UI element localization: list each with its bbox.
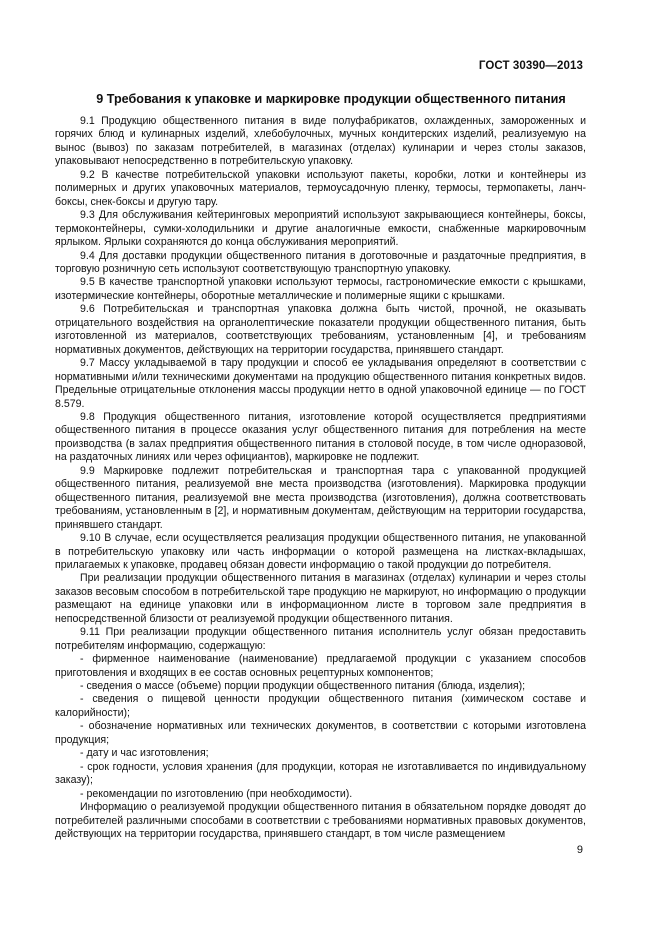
list-item: - фирменное наименование (наименование) предлагаемой продукции с указанием способов приготовления и входящих в ее состав основных рецептурных компонентов; xyxy=(55,653,586,679)
paragraph-9-5: 9.5 В качестве транспортной упаковки используют термосы, гастрономические емкости с крышками, изотермические контейнеры, оборотные металлические и полимерные ящики с крышками. xyxy=(55,276,586,302)
paragraph-9-2: 9.2 В качестве потребительской упаковки используют пакеты, коробки, лотки и контейнеры из полимерных и других упаковочных материалов, термоусадочную пленку, термосы, термопакеты, ланч-боксы, снек-боксы и другую тару. xyxy=(55,168,586,208)
paragraph-9-4: 9.4 Для доставки продукции общественного питания в доготовочные и раздаточные предприятия, в торговую розничную сеть используют соответствующую транспортную упаковку. xyxy=(55,249,586,275)
paragraph-9-10-continued: При реализации продукции общественного питания в магазинах (отделах) кулинарии и через столы заказов весовым способом в потребительской таре продукцию не маркируют, но информацию о продукции размещают на единице упаковки или в информационном листе в торговом зале предприятия в непосредственной близости от реализуемой продукции общественного питания. xyxy=(55,572,586,625)
document-code-header: ГОСТ 30390—2013 xyxy=(478,60,583,72)
list-item: - рекомендации по изготовлению (при необходимости). xyxy=(80,787,353,800)
paragraph-9-6: 9.6 Потребительская и транспортная упаковка должна быть чистой, прочной, не оказывать отрицательного воздействия на органолептические показатели продукции общественного питания, быть изготовленной из материалов, соответствующих требованиям, установленным [4], и требованиям нормативных документов, действующих на территории государства, принявшего стандарт. xyxy=(55,303,586,356)
paragraph-9-3: 9.3 Для обслуживания кейтеринговых мероприятий используют закрывающиеся контейнеры, боксы, термоконтейнеры, сумки-холодильники и другие аналогичные емкости, снабженные маркировочным ярлыком. Ярлыки сохраняются до конца обслуживания мероприятий. xyxy=(55,209,586,249)
section-title: 9 Требования к упаковке и маркировке продукции общественного питания xyxy=(96,92,566,106)
list-item: - сведения о массе (объеме) порции продукции общественного питания (блюда, изделия); xyxy=(80,680,526,693)
paragraph-9-8: 9.8 Продукция общественного питания, изготовление которой осуществляется предприятиями общественного питания в процессе оказания услуг общественного питания для потребления на месте производства (в залах предприятия общественного питания в столовой посуде, в том числе одноразовой, на раздаточных линиях или через официантов), маркировке не подлежит. xyxy=(55,410,586,464)
section-body xyxy=(55,115,586,841)
paragraph-9-11: 9.11 При реализации продукции общественного питания исполнитель услуг обязан предоставить потребителям информацию, содержащую: xyxy=(55,626,586,652)
list-item: - обозначение нормативных или технических документов, в соответствии с которыми изготовлена продукция; xyxy=(55,720,586,746)
paragraph-9-10: 9.10 В случае, если осуществляется реализация продукции общественного питания, не упакованной в потребительскую упаковку или часть информации о которой размещена на листках-вкладышах, прилагаемых к упаковке, продавец обязан довести информацию о такой продукции до потребителя. xyxy=(55,532,586,571)
paragraph-info-delivery: Информацию о реализуемой продукции общественного питания в обязательном порядке доводят до потребителей различными способами в соответствии с требованиями нормативных правовых документов, действующих на территории государства, принявшего стандарт, в том числе размещением xyxy=(55,801,586,841)
paragraph-9-1: 9.1 Продукцию общественного питания в виде полуфабрикатов, охлажденных, замороженных и горячих блюд и кулинарных изделий, хлебобулочных, мучных кондитерских изделий, реализуемую на вынос (вывоз) по заказам потребителей, в магазинах (отделах) кулинарии и через столы заказов, упаковывают непосредственно в потребительскую упаковку. xyxy=(55,115,586,168)
paragraph-9-9: 9.9 Маркировке подлежит потребительская и транспортная тара с упакованной продукцией общественного питания, реализуемой вне места производства (изготовления). Маркировка продукции общественного питания, реализуемой вне места производства (изготовления), должна соответствовать требованиям, установленным в [2], и нормативным документам, действующим на территории государства, принявшего стандарт. xyxy=(55,464,586,531)
paragraph-9-7: 9.7 Массу укладываемой в тару продукции и способ ее укладывания определяют в соответствии с нормативными и/или техническими документами на продукцию общественного питания конкретных видов. Предельные отрицательные отклонения массы продукции нетто в одной упаковочной единице — по ГОСТ 8.579. xyxy=(55,357,586,410)
page-number: 9 xyxy=(576,844,583,856)
list-item: - срок годности, условия хранения (для продукции, которая не изготавливается по индивидуальному заказу); xyxy=(55,760,586,787)
list-item: - сведения о пищевой ценности продукции общественного питания (химическом составе и калорийности); xyxy=(55,693,586,719)
list-item: - дату и час изготовления; xyxy=(80,747,209,760)
